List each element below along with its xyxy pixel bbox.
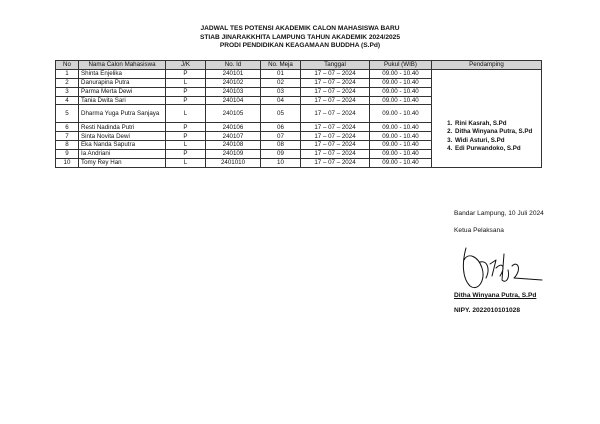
cell-id: 240103: [206, 87, 261, 96]
signer-nipy: NIPY. 2022010101028: [454, 307, 520, 314]
cell-meja: 04: [261, 96, 301, 105]
cell-nama: Parma Merta Dewi: [79, 87, 166, 96]
cell-pukul: 09.00 - 10.40: [370, 78, 432, 87]
pendamping-list: [434, 120, 539, 154]
cell-tanggal: 17 – 07 – 2024: [301, 78, 370, 87]
cell-meja: 10: [261, 159, 301, 168]
cell-pukul: 09.00 - 10.40: [370, 69, 432, 78]
cell-tanggal: 17 – 07 – 2024: [301, 69, 370, 78]
cell-pukul: 09.00 - 10.40: [370, 159, 432, 168]
cell-id: 240101: [206, 69, 261, 78]
cell-jk: L: [166, 159, 206, 168]
cell-jk: L: [166, 105, 206, 123]
cell-no: 8: [56, 141, 79, 150]
header-pendamping: Pendamping: [432, 61, 542, 70]
cell-no: 9: [56, 150, 79, 159]
title-line-3: PRODI PENDIDIKAN KEAGAMAAN BUDDHA (S.Pd): [219, 42, 381, 49]
cell-meja: 01: [261, 69, 301, 78]
table-header-row: [56, 61, 542, 70]
cell-no: 3: [56, 87, 79, 96]
title-line-2: STIAB JINARAKKHITA LAMPUNG TAHUN AKADEMIK 2024/2025: [199, 33, 401, 41]
schedule-table: [55, 60, 542, 168]
cell-pukul: 09.00 - 10.40: [370, 141, 432, 150]
cell-nama: Eka Nanda Saputra: [79, 141, 166, 150]
cell-jk: P: [166, 96, 206, 105]
cell-tanggal: 17 – 07 – 2024: [301, 87, 370, 96]
cell-id: 240104: [206, 96, 261, 105]
cell-jk: P: [166, 123, 206, 132]
cell-tanggal: 17 – 07 – 2024: [301, 96, 370, 105]
table-row: [56, 69, 542, 78]
header-jk: J/K: [166, 61, 206, 70]
cell-tanggal: 17 – 07 – 2024: [301, 123, 370, 132]
cell-nama: Resti Nadinda Putri: [79, 123, 166, 132]
cell-nama: Danurapina Putra: [79, 78, 166, 87]
cell-id: 240105: [206, 105, 261, 123]
header-nama: Nama Calon Mahasiswa: [79, 61, 166, 70]
cell-id: 240108: [206, 141, 261, 150]
cell-jk: L: [166, 141, 206, 150]
cell-meja: 05: [261, 105, 301, 123]
cell-meja: 09: [261, 150, 301, 159]
signer-role: Ketua Pelaksana: [454, 227, 504, 234]
cell-tanggal: 17 – 07 – 2024: [301, 141, 370, 150]
cell-meja: 02: [261, 78, 301, 87]
header-tanggal: Tanggal: [301, 61, 370, 70]
cell-tanggal: 17 – 07 – 2024: [301, 132, 370, 141]
cell-jk: P: [166, 87, 206, 96]
cell-id: 240109: [206, 150, 261, 159]
pendamping-cell: [432, 69, 542, 167]
cell-jk: P: [166, 132, 206, 141]
cell-nama: Tania Dwita Sari: [79, 96, 166, 105]
cell-no: 2: [56, 78, 79, 87]
cell-pukul: 09.00 - 10.40: [370, 96, 432, 105]
cell-tanggal: 17 – 07 – 2024: [301, 150, 370, 159]
cell-id: 240107: [206, 132, 261, 141]
pendamping-item: 2. Ditha Winyana Putra, S.Pd: [454, 128, 539, 137]
pendamping-item: 4. Edi Purwandoko, S.Pd: [454, 145, 539, 154]
cell-no: 4: [56, 96, 79, 105]
cell-pukul: 09.00 - 10.40: [370, 87, 432, 96]
cell-nama: Shinta Enjelika: [79, 69, 166, 78]
cell-no: 7: [56, 132, 79, 141]
header-no: No: [56, 61, 79, 70]
cell-tanggal: 17 – 07 – 2024: [301, 159, 370, 168]
cell-no: 10: [56, 159, 79, 168]
cell-jk: L: [166, 78, 206, 87]
cell-nama: Tomy Rey Han: [79, 159, 166, 168]
cell-pukul: 09.00 - 10.40: [370, 132, 432, 141]
cell-meja: 07: [261, 132, 301, 141]
header-meja: No. Meja: [261, 61, 301, 70]
cell-no: 1: [56, 69, 79, 78]
header-id: No. Id: [206, 61, 261, 70]
cell-pukul: 09.00 - 10.40: [370, 105, 432, 123]
cell-pukul: 09.00 - 10.40: [370, 123, 432, 132]
cell-pukul: 09.00 - 10.40: [370, 150, 432, 159]
place-date: Bandar Lampung, 10 Juli 2024: [454, 210, 544, 217]
pendamping-item: 1. Rini Kasrah, S.Pd: [454, 120, 539, 129]
cell-meja: 06: [261, 123, 301, 132]
cell-jk: P: [166, 69, 206, 78]
cell-id: 240106: [206, 123, 261, 132]
signer-name: Ditha Winyana Putra, S.Pd: [454, 292, 537, 299]
cell-meja: 08: [261, 141, 301, 150]
cell-tanggal: 17 – 07 – 2024: [301, 105, 370, 123]
cell-meja: 03: [261, 87, 301, 96]
header-pukul: Pukul (WIB): [370, 61, 432, 70]
cell-no: 5: [56, 105, 79, 123]
title-line-1: JADWAL TES POTENSI AKADEMIK CALON MAHASISWA BARU: [200, 25, 400, 32]
cell-jk: P: [166, 150, 206, 159]
cell-nama: Sinta Novita Dewi: [79, 132, 166, 141]
cell-nama: Dharma Yuga Putra Sanjaya: [79, 105, 166, 123]
cell-id: 2401010: [206, 159, 261, 168]
cell-no: 6: [56, 123, 79, 132]
pendamping-item: 3. Widi Asturi, S.Pd: [454, 137, 539, 146]
handwritten-signature: [456, 240, 546, 296]
document-title: [0, 25, 600, 51]
cell-nama: Ia Andriani: [79, 150, 166, 159]
cell-id: 240102: [206, 78, 261, 87]
